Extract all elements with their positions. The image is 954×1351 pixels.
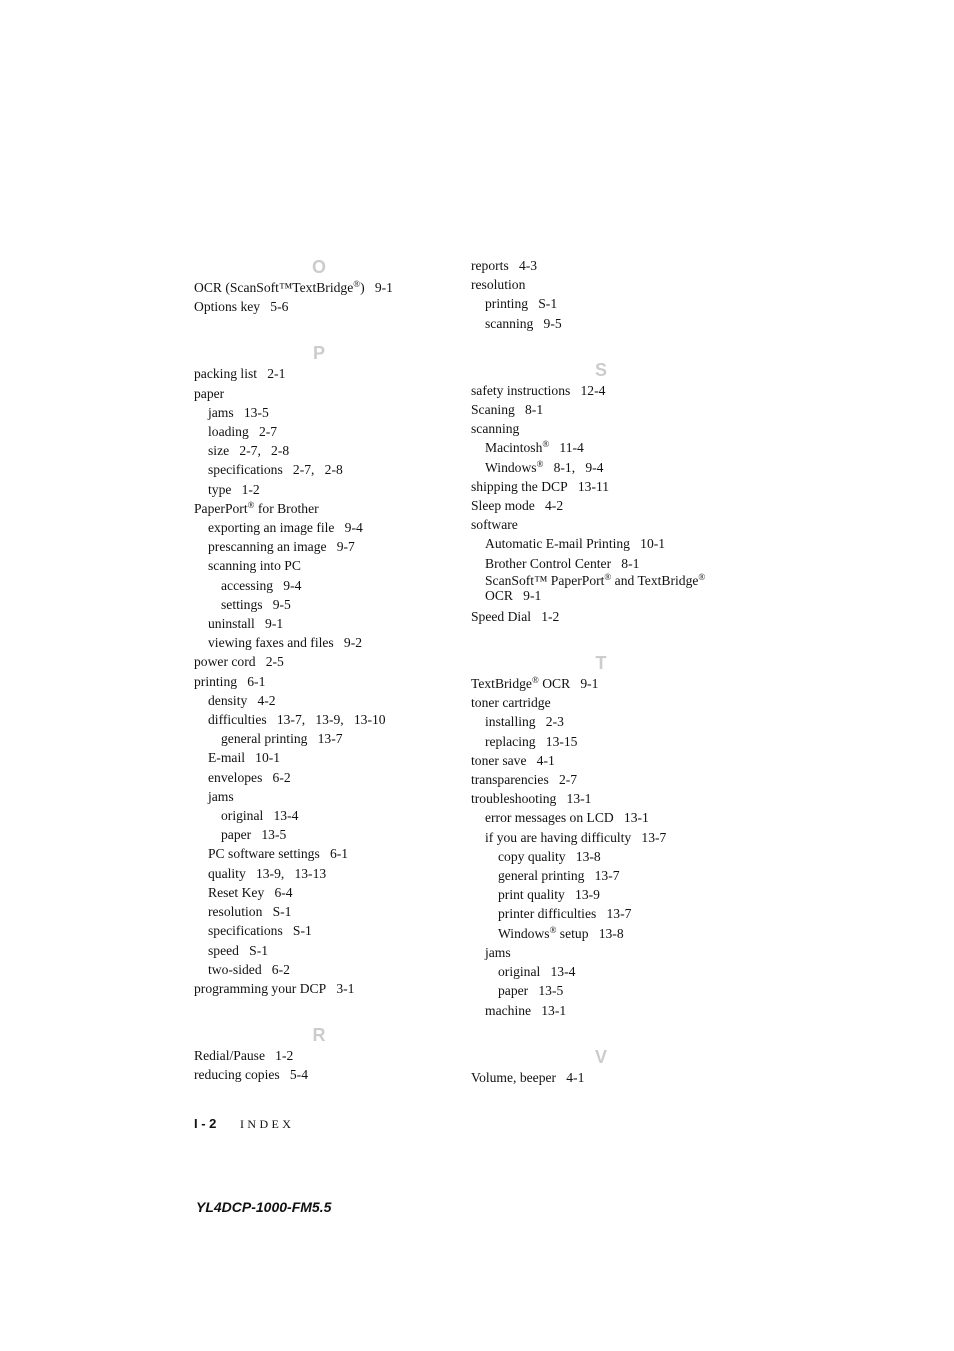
index-entry-text: Brother Control Center 8-1 bbox=[485, 555, 640, 571]
registered-mark: ® bbox=[247, 499, 255, 510]
index-entry bbox=[471, 314, 731, 333]
registered-mark: ® bbox=[531, 675, 539, 686]
index-entry-text-after: OCR 9-1 bbox=[538, 676, 599, 692]
index-entry bbox=[471, 294, 731, 313]
index-entry-text: transparencies 2-7 bbox=[471, 772, 578, 788]
index-letter-heading: S bbox=[594, 359, 607, 380]
index-entry bbox=[471, 712, 731, 731]
index-entry-text: difficulties 13-7, 13-9, 13-10 bbox=[208, 712, 386, 728]
index-entry-text: Scaning 8-1 bbox=[471, 402, 544, 418]
index-entry bbox=[194, 748, 444, 767]
index-entry-text: original 13-4 bbox=[498, 964, 576, 980]
index-entry-text: accessing 9-4 bbox=[221, 577, 302, 593]
index-entry bbox=[194, 691, 444, 710]
index-letter-heading: V bbox=[594, 1046, 607, 1067]
index-entry bbox=[471, 847, 731, 866]
index-entry-text: loading 2-7 bbox=[208, 424, 278, 440]
index-entry-text: envelopes 6-2 bbox=[208, 769, 291, 785]
index-entry bbox=[471, 534, 731, 553]
index-entry-text: printing 6-1 bbox=[194, 673, 266, 689]
index-entry-text: two-sided 6-2 bbox=[208, 961, 290, 977]
index-column-left bbox=[194, 256, 444, 1085]
index-entry-text-after: and TextBridge bbox=[611, 572, 699, 588]
index-entry bbox=[194, 768, 444, 787]
index-entry bbox=[194, 825, 444, 844]
index-entry-text: quality 13-9, 13-13 bbox=[208, 865, 327, 881]
section-gap bbox=[471, 1020, 731, 1046]
index-entry-text: scanning 9-5 bbox=[485, 315, 562, 331]
index-entry bbox=[471, 477, 731, 496]
index-entry-text: jams 13-5 bbox=[208, 404, 269, 420]
index-entry bbox=[194, 806, 444, 825]
index-entry-text: printing S-1 bbox=[485, 296, 558, 312]
index-entry-text: OCR (ScanSoft™TextBridge bbox=[194, 280, 354, 295]
index-entry-text: programming your DCP 3-1 bbox=[194, 980, 355, 996]
index-entry bbox=[471, 1001, 731, 1020]
index-entry-text: packing list 2-1 bbox=[194, 366, 286, 382]
index-entry bbox=[471, 885, 731, 904]
index-entry-text: general printing 13-7 bbox=[498, 868, 620, 884]
index-entry bbox=[194, 460, 444, 479]
index-entry-text: printer difficulties 13-7 bbox=[498, 906, 632, 922]
index-entry-text: Windows bbox=[498, 925, 550, 941]
index-entry bbox=[194, 979, 444, 998]
index-entry-text: replacing 13-15 bbox=[485, 733, 578, 749]
index-entry bbox=[194, 1046, 444, 1065]
index-entry bbox=[471, 943, 731, 962]
index-entry bbox=[471, 770, 731, 789]
section-gap bbox=[471, 333, 731, 359]
index-entry bbox=[471, 573, 731, 603]
index-entry-text: Volume, beeper 4-1 bbox=[471, 1069, 585, 1085]
index-entry-text: copy quality 13-8 bbox=[498, 848, 601, 864]
index-entry bbox=[471, 458, 731, 477]
index-entry-text: speed S-1 bbox=[208, 942, 269, 958]
index-entry-text: ScanSoft™ PaperPort bbox=[485, 572, 605, 588]
index-entry-text: machine 13-1 bbox=[485, 1002, 567, 1018]
index-column-right bbox=[471, 256, 731, 1087]
index-entry bbox=[194, 480, 444, 499]
index-entry bbox=[194, 633, 444, 652]
index-entry-text: PC software settings 6-1 bbox=[208, 846, 349, 862]
index-entry-text: prescanning an image 9-7 bbox=[208, 539, 355, 555]
index-entry-text: viewing faxes and files 9-2 bbox=[208, 635, 363, 651]
index-entry bbox=[471, 419, 731, 438]
index-entry bbox=[194, 902, 444, 921]
index-entry bbox=[471, 732, 731, 751]
index-entry-text: exporting an image file 9-4 bbox=[208, 520, 363, 536]
section-gap bbox=[194, 316, 444, 342]
index-entry bbox=[471, 607, 731, 626]
index-entry-text: paper 13-5 bbox=[498, 983, 564, 999]
index-entry bbox=[471, 256, 731, 275]
index-entry bbox=[471, 962, 731, 981]
index-entry-text: installing 2-3 bbox=[485, 714, 564, 730]
index-entry bbox=[471, 789, 731, 808]
section-gap bbox=[471, 626, 731, 652]
index-entry-text: jams bbox=[485, 944, 511, 960]
index-letter-heading: P bbox=[312, 343, 325, 364]
index-entry-text: TextBridge bbox=[471, 676, 532, 692]
page-number: I - 2 bbox=[194, 1116, 217, 1131]
index-entry bbox=[194, 518, 444, 537]
index-entry-text: Sleep mode 4-2 bbox=[471, 498, 564, 514]
index-entry-text: Speed Dial 1-2 bbox=[471, 608, 560, 624]
index-entry-text: paper bbox=[194, 385, 225, 401]
index-entry-text: Macintosh bbox=[485, 440, 543, 456]
registered-mark: ® bbox=[604, 571, 612, 582]
index-entry bbox=[194, 364, 444, 383]
index-entry-text: reducing copies 5-4 bbox=[194, 1067, 309, 1083]
index-entry-text-after: 11-4 bbox=[549, 440, 584, 456]
index-entry-text: paper 13-5 bbox=[221, 827, 287, 843]
index-entry-text: print quality 13-9 bbox=[498, 887, 600, 903]
index-letter-heading: O bbox=[311, 257, 326, 277]
index-entry bbox=[471, 981, 731, 1000]
index-entry-text: toner cartridge bbox=[471, 695, 551, 711]
index-entry-text: Automatic E-mail Printing 10-1 bbox=[485, 536, 666, 552]
index-entry bbox=[471, 554, 731, 573]
index-entry-text: settings 9-5 bbox=[221, 596, 291, 612]
index-entry bbox=[194, 576, 444, 595]
index-entry bbox=[194, 422, 444, 441]
index-entry bbox=[471, 828, 731, 847]
index-entry bbox=[194, 941, 444, 960]
registered-mark: ® bbox=[353, 279, 361, 289]
index-entry-text-continued: OCR 9-1 bbox=[485, 587, 542, 603]
index-entry bbox=[194, 883, 444, 902]
registered-mark: ® bbox=[698, 571, 706, 582]
index-entry-text: error messages on LCD 13-1 bbox=[485, 810, 649, 826]
index-entry bbox=[194, 729, 444, 748]
index-entry bbox=[194, 614, 444, 633]
index-entry-text: resolution S-1 bbox=[208, 904, 292, 920]
index-entry bbox=[194, 384, 444, 403]
index-entry bbox=[471, 400, 731, 419]
index-entry bbox=[471, 924, 731, 943]
index-entry bbox=[194, 710, 444, 729]
index-entry bbox=[194, 864, 444, 883]
index-entry-text: Reset Key 6-4 bbox=[208, 884, 293, 900]
index-entry-text: safety instructions 12-4 bbox=[471, 382, 606, 398]
index-entry bbox=[471, 515, 731, 534]
index-entry bbox=[471, 751, 731, 770]
index-entry bbox=[471, 866, 731, 885]
index-entry bbox=[194, 844, 444, 863]
index-entry bbox=[194, 921, 444, 940]
index-entry-text: toner save 4-1 bbox=[471, 752, 555, 768]
registered-mark: ® bbox=[542, 439, 550, 450]
index-entry bbox=[471, 275, 731, 294]
index-entry bbox=[471, 381, 731, 400]
index-entry-text: density 4-2 bbox=[208, 692, 276, 708]
index-entry bbox=[471, 674, 731, 693]
index-entry bbox=[194, 278, 444, 297]
index-entry bbox=[471, 438, 731, 457]
index-entry bbox=[194, 441, 444, 460]
index-entry-text: type 1-2 bbox=[208, 481, 260, 497]
index-entry-text: general printing 13-7 bbox=[221, 731, 343, 747]
index-entry-text: scanning into PC bbox=[208, 558, 301, 574]
index-entry bbox=[194, 595, 444, 614]
index-entry-text: jams bbox=[208, 788, 234, 804]
index-entry bbox=[194, 652, 444, 671]
index-entry bbox=[471, 808, 731, 827]
index-entry bbox=[194, 556, 444, 575]
index-entry-text: if you are having difficulty 13-7 bbox=[485, 829, 667, 845]
section-label: INDEX bbox=[240, 1117, 295, 1131]
index-entry-text: specifications 2-7, 2-8 bbox=[208, 462, 343, 478]
index-entry-text: resolution bbox=[471, 277, 526, 293]
index-entry-text-after: for Brother bbox=[254, 500, 319, 516]
index-entry bbox=[471, 1068, 731, 1087]
index-entry-text: original 13-4 bbox=[221, 808, 299, 824]
index-entry bbox=[194, 499, 444, 518]
index-letter-heading: R bbox=[312, 1025, 326, 1046]
index-entry bbox=[194, 672, 444, 691]
index-entry-text: scanning bbox=[471, 421, 520, 437]
index-entry-text: Redial/Pause 1-2 bbox=[194, 1048, 294, 1064]
index-entry bbox=[471, 496, 731, 515]
index-entry-text: E-mail 10-1 bbox=[208, 750, 281, 766]
index-entry-text: specifications S-1 bbox=[208, 923, 312, 939]
index-entry bbox=[194, 297, 444, 316]
index-entry bbox=[471, 693, 731, 712]
index-entry-text: software bbox=[471, 517, 518, 533]
index-letter-heading: T bbox=[595, 653, 607, 674]
index-entry-text: size 2-7, 2-8 bbox=[208, 443, 290, 459]
index-entry-text-after: ) 9-1 bbox=[360, 280, 393, 295]
index-entry bbox=[194, 1065, 444, 1084]
index-entry-text: PaperPort bbox=[194, 500, 248, 516]
registered-mark: ® bbox=[536, 458, 544, 469]
index-entry-text: power cord 2-5 bbox=[194, 654, 284, 670]
index-entry bbox=[194, 403, 444, 422]
index-entry-text: Windows bbox=[485, 459, 537, 475]
registered-mark: ® bbox=[549, 924, 557, 935]
document-id: YL4DCP-1000-FM5.5 bbox=[196, 1199, 332, 1215]
index-entry bbox=[194, 960, 444, 979]
index-entry-text: shipping the DCP 13-11 bbox=[471, 478, 610, 494]
index-entry bbox=[194, 787, 444, 806]
index-entry-text: uninstall 9-1 bbox=[208, 616, 284, 632]
index-entry-text-after: setup 13-8 bbox=[556, 925, 624, 941]
section-gap bbox=[194, 998, 444, 1024]
index-entry-text: reports 4-3 bbox=[471, 258, 538, 273]
index-entry-text-after: 8-1, 9-4 bbox=[543, 459, 604, 475]
index-entry-text: troubleshooting 13-1 bbox=[471, 791, 592, 807]
index-entry-text: Options key 5-6 bbox=[194, 299, 289, 315]
index-entry bbox=[471, 904, 731, 923]
index-entry bbox=[194, 537, 444, 556]
